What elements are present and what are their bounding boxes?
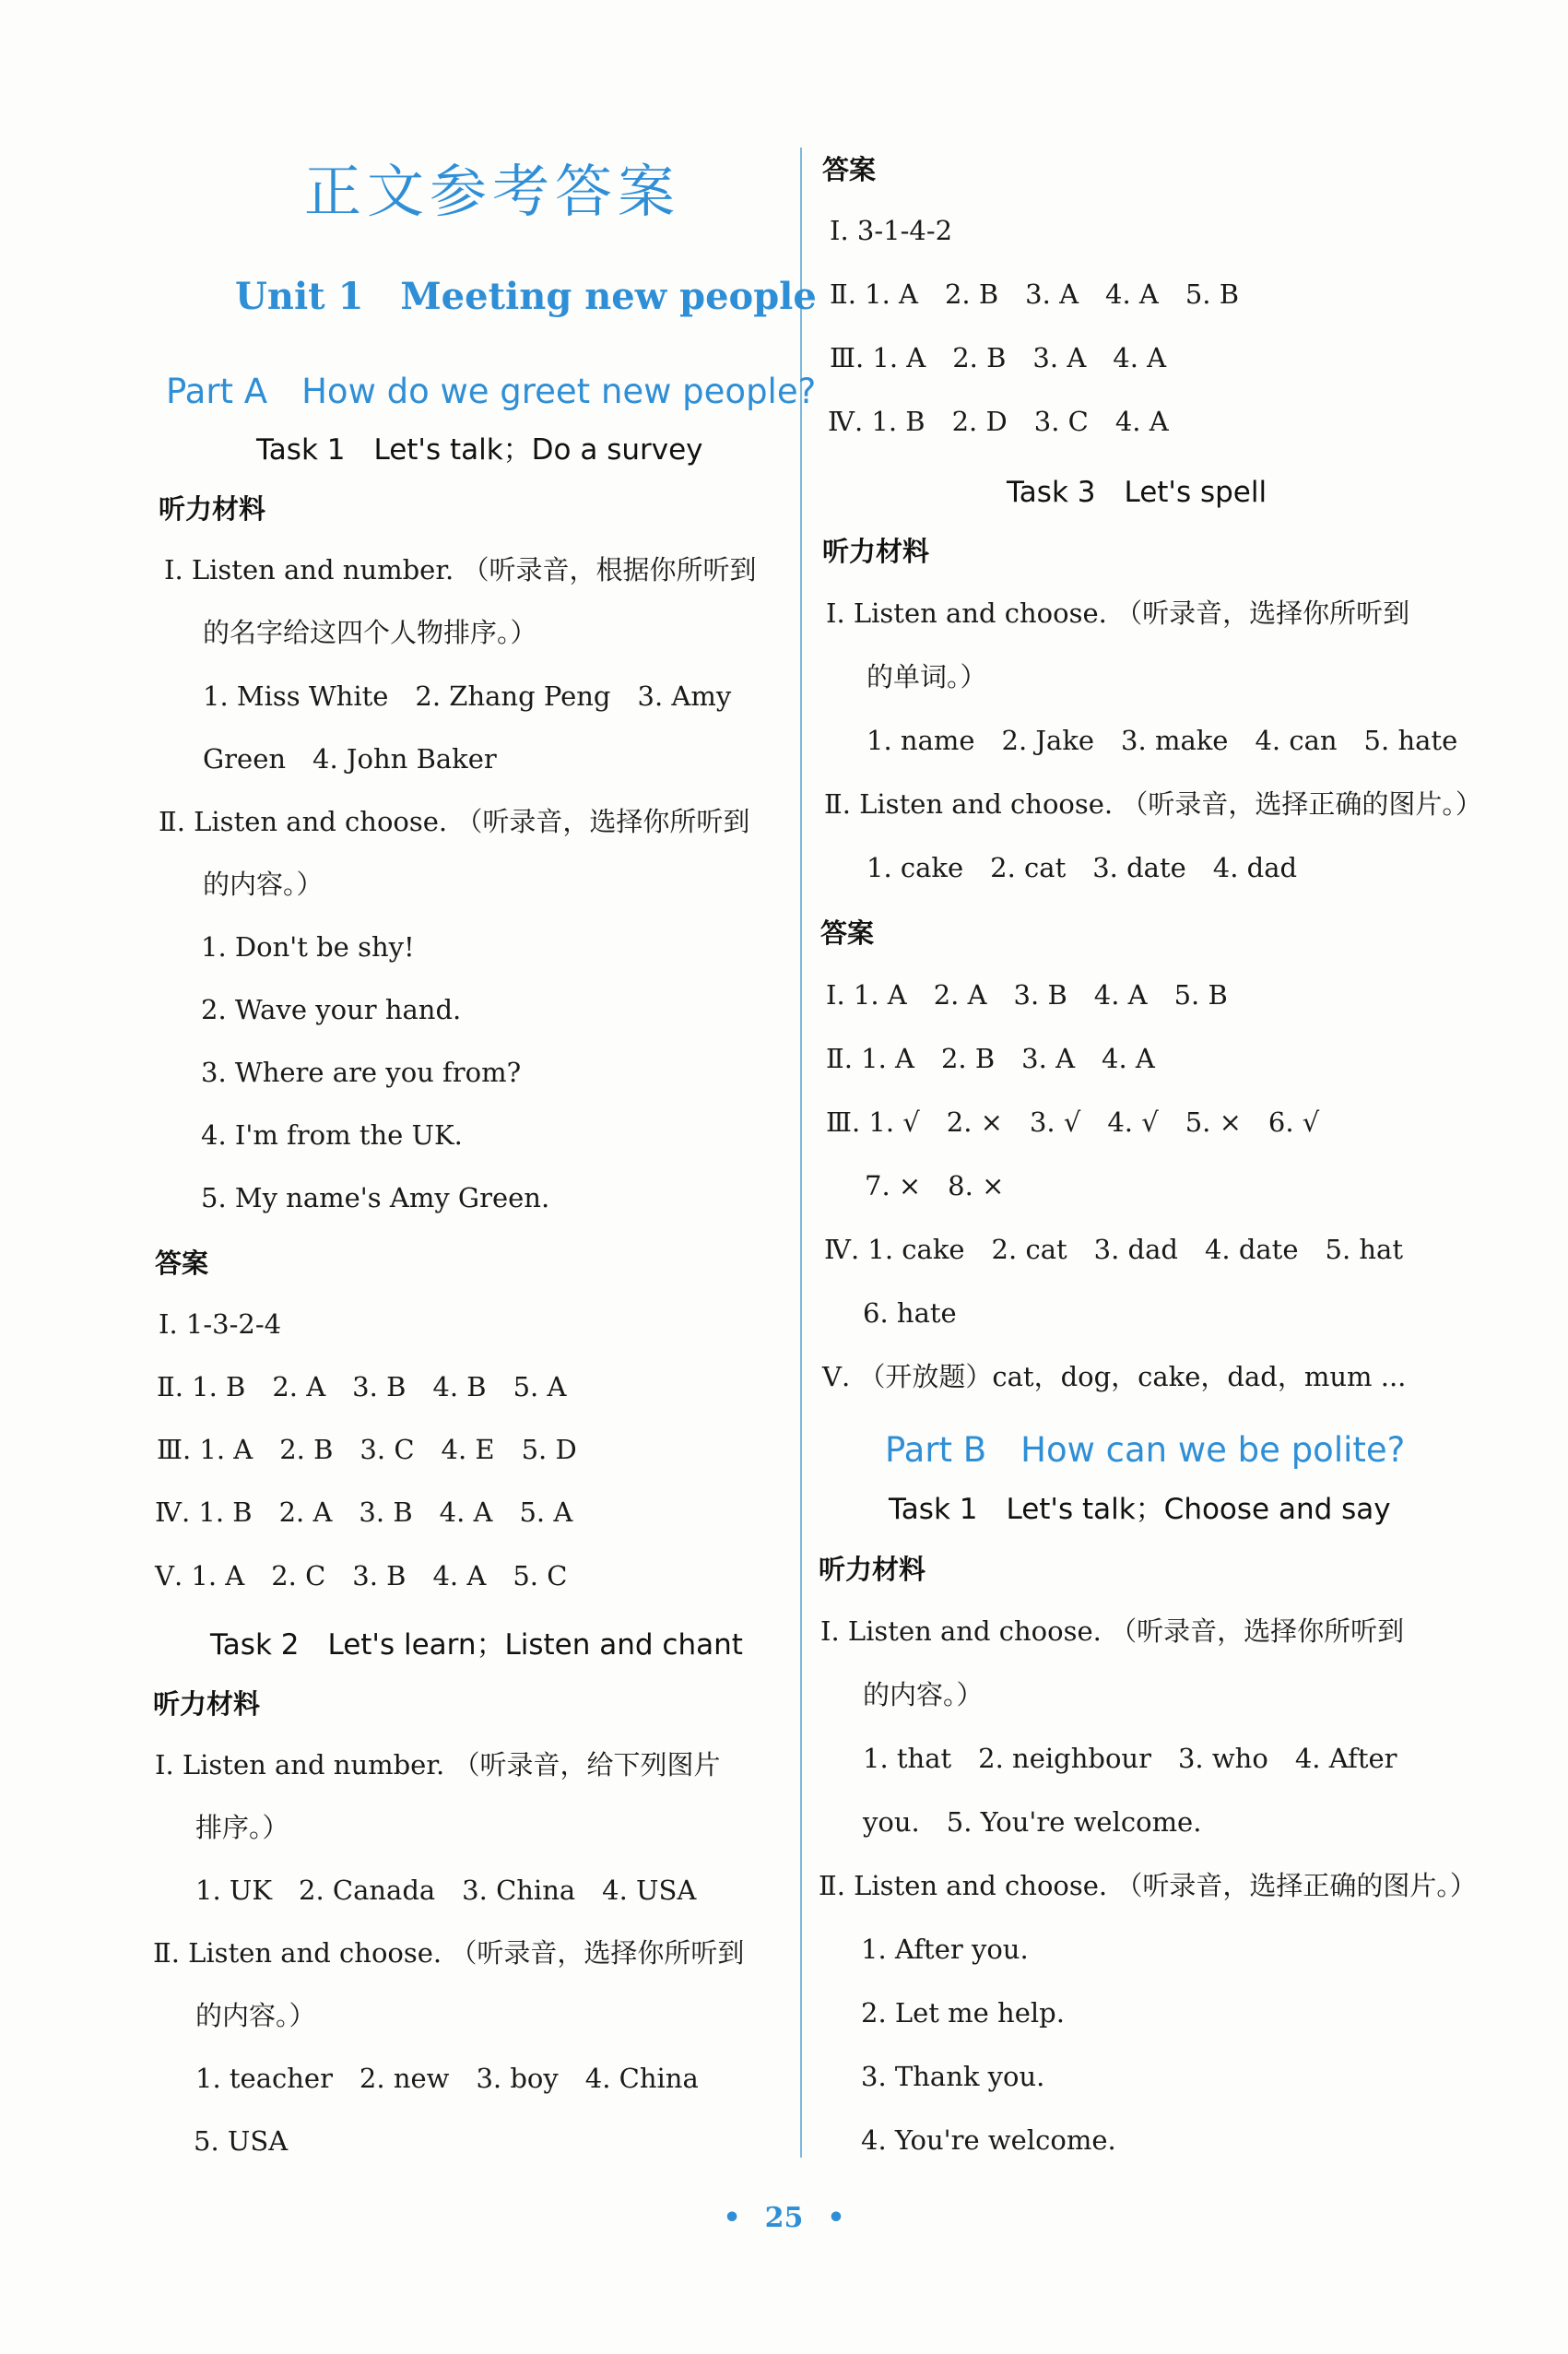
task3-l1-a: Ⅰ. Listen and choose. （听录音，选择你所听到 (826, 597, 1410, 629)
unit-title: Unit 1 Meeting new people (235, 275, 817, 318)
partb-l1-b: 的内容。） (863, 1679, 984, 1710)
task1-l2-2: 2. Wave your hand. (201, 994, 462, 1025)
partb-l1-a: Ⅰ. Listen and choose. （听录音，选择你所听到 (820, 1615, 1405, 1647)
page-footer (0, 2202, 1568, 2234)
task1-answers-label: 答案 (155, 1248, 209, 1279)
task2-l1-a: Ⅰ. Listen and number. （听录音，给下列图片 (155, 1749, 721, 1780)
task2-l1-c: 1. UK 2. Canada 3. China 4. USA (195, 1875, 697, 1906)
task2-l1-b: 排序。） (195, 1812, 289, 1843)
task3-a4: Ⅳ. 1. cake 2. cat 3. dad 4. date 5. hat (824, 1234, 1404, 1265)
task2-a2: Ⅱ. 1. A 2. B 3. A 4. A 5. B (830, 278, 1240, 310)
task1-l1-a: Ⅰ. Listen and number. （听录音，根据你所听到 (164, 554, 757, 586)
task3-a3b: 7. × 8. × (865, 1170, 1005, 1201)
task3-l1-b: 的单词。） (867, 661, 987, 692)
task3-a4b: 6. hate (863, 1297, 957, 1329)
page-title: 正文参考答案 (304, 158, 681, 225)
bullet-dot-icon: • (723, 2202, 741, 2234)
task2-a1: Ⅰ. 3-1-4-2 (830, 215, 953, 246)
task2-listening-label: 听力材料 (153, 1688, 261, 1720)
part-b-title: Part B How can we be polite? (885, 1430, 1406, 1470)
task1-l2-1: 1. Don't be shy! (201, 931, 415, 963)
task3-l1-c: 1. name 2. Jake 3. make 4. can 5. hate (867, 725, 1458, 756)
task1-a1: Ⅰ. 1-3-2-4 (159, 1308, 282, 1340)
task2-l2-d: 5. USA (194, 2125, 289, 2157)
task1-l1-b: 的名字给这四个人物排序。） (203, 617, 537, 648)
task3-answers-label: 答案 (820, 917, 875, 949)
page-number: 25 (764, 2202, 804, 2234)
task1-a2: Ⅱ. 1. B 2. A 3. B 4. B 5. A (157, 1371, 567, 1402)
task1-l2-3: 3. Where are you from? (201, 1057, 522, 1088)
partb-listening-label: 听力材料 (819, 1554, 926, 1585)
task2-a4: Ⅳ. 1. B 2. D 3. C 4. A (828, 406, 1169, 437)
task1-l2-4: 4. I'm from the UK. (201, 1119, 463, 1151)
part-a-title: Part A How do we greet new people? (166, 372, 817, 411)
bullet-dot-icon: • (827, 2202, 845, 2234)
partb-l2-1: 1. After you. (861, 1934, 1029, 1965)
partb-l2-2: 2. Let me help. (861, 1997, 1065, 2029)
task1-listening-label: 听力材料 (159, 493, 266, 525)
task1-l2-b: 的内容。） (203, 869, 324, 900)
partb-l2-4: 4. You're welcome. (861, 2124, 1116, 2156)
partb-task1-title: Task 1 Let's talk；Choose and say (889, 1493, 1391, 1526)
column-divider (800, 148, 802, 2158)
task1-a5: Ⅴ. 1. A 2. C 3. B 4. A 5. C (155, 1560, 568, 1591)
task3-a5: Ⅴ. （开放题）cat，dog，cake，dad，mum ... (822, 1361, 1407, 1392)
task3-l2-b: 1. cake 2. cat 3. date 4. dad (867, 852, 1298, 883)
partb-l2-a: Ⅱ. Listen and choose. （听录音，选择正确的图片。） (819, 1870, 1477, 1901)
task3-a1: Ⅰ. 1. A 2. A 3. B 4. A 5. B (826, 979, 1228, 1011)
task1-l1-d: Green 4. John Baker (203, 743, 497, 775)
task1-l1-c: 1. Miss White 2. Zhang Peng 3. Amy (203, 680, 732, 712)
task2-l2-b: 的内容。） (195, 2000, 316, 2031)
task3-l2-a: Ⅱ. Listen and choose. （听录音，选择正确的图片。） (824, 788, 1482, 820)
task1-a3: Ⅲ. 1. A 2. B 3. C 4. E 5. D (157, 1434, 577, 1465)
task3-title: Task 3 Let's spell (1007, 476, 1267, 509)
task2-l2-a: Ⅱ. Listen and choose. （听录音，选择你所听到 (153, 1937, 745, 1969)
partb-l1-d: you. 5. You're welcome. (863, 1806, 1202, 1838)
task1-l2-a: Ⅱ. Listen and choose. （听录音，选择你所听到 (159, 806, 750, 837)
task2-l2-c: 1. teacher 2. new 3. boy 4. China (195, 2063, 699, 2094)
task2-a3: Ⅲ. 1. A 2. B 3. A 4. A (830, 342, 1167, 373)
task1-title: Task 1 Let's talk；Do a survey (256, 433, 703, 467)
task2-answers-label: 答案 (822, 154, 877, 185)
task1-a4: Ⅳ. 1. B 2. A 3. B 4. A 5. A (155, 1496, 573, 1528)
task3-a3: Ⅲ. 1. √ 2. × 3. √ 4. √ 5. × 6. √ (826, 1106, 1320, 1138)
task3-listening-label: 听力材料 (822, 536, 930, 567)
partb-l2-3: 3. Thank you. (861, 2061, 1045, 2092)
partb-l1-c: 1. that 2. neighbour 3. who 4. After (863, 1743, 1397, 1774)
task2-title: Task 2 Let's learn；Listen and chant (210, 1628, 743, 1662)
task1-l2-5: 5. My name's Amy Green. (201, 1182, 550, 1213)
task3-a2: Ⅱ. 1. A 2. B 3. A 4. A (826, 1043, 1155, 1074)
